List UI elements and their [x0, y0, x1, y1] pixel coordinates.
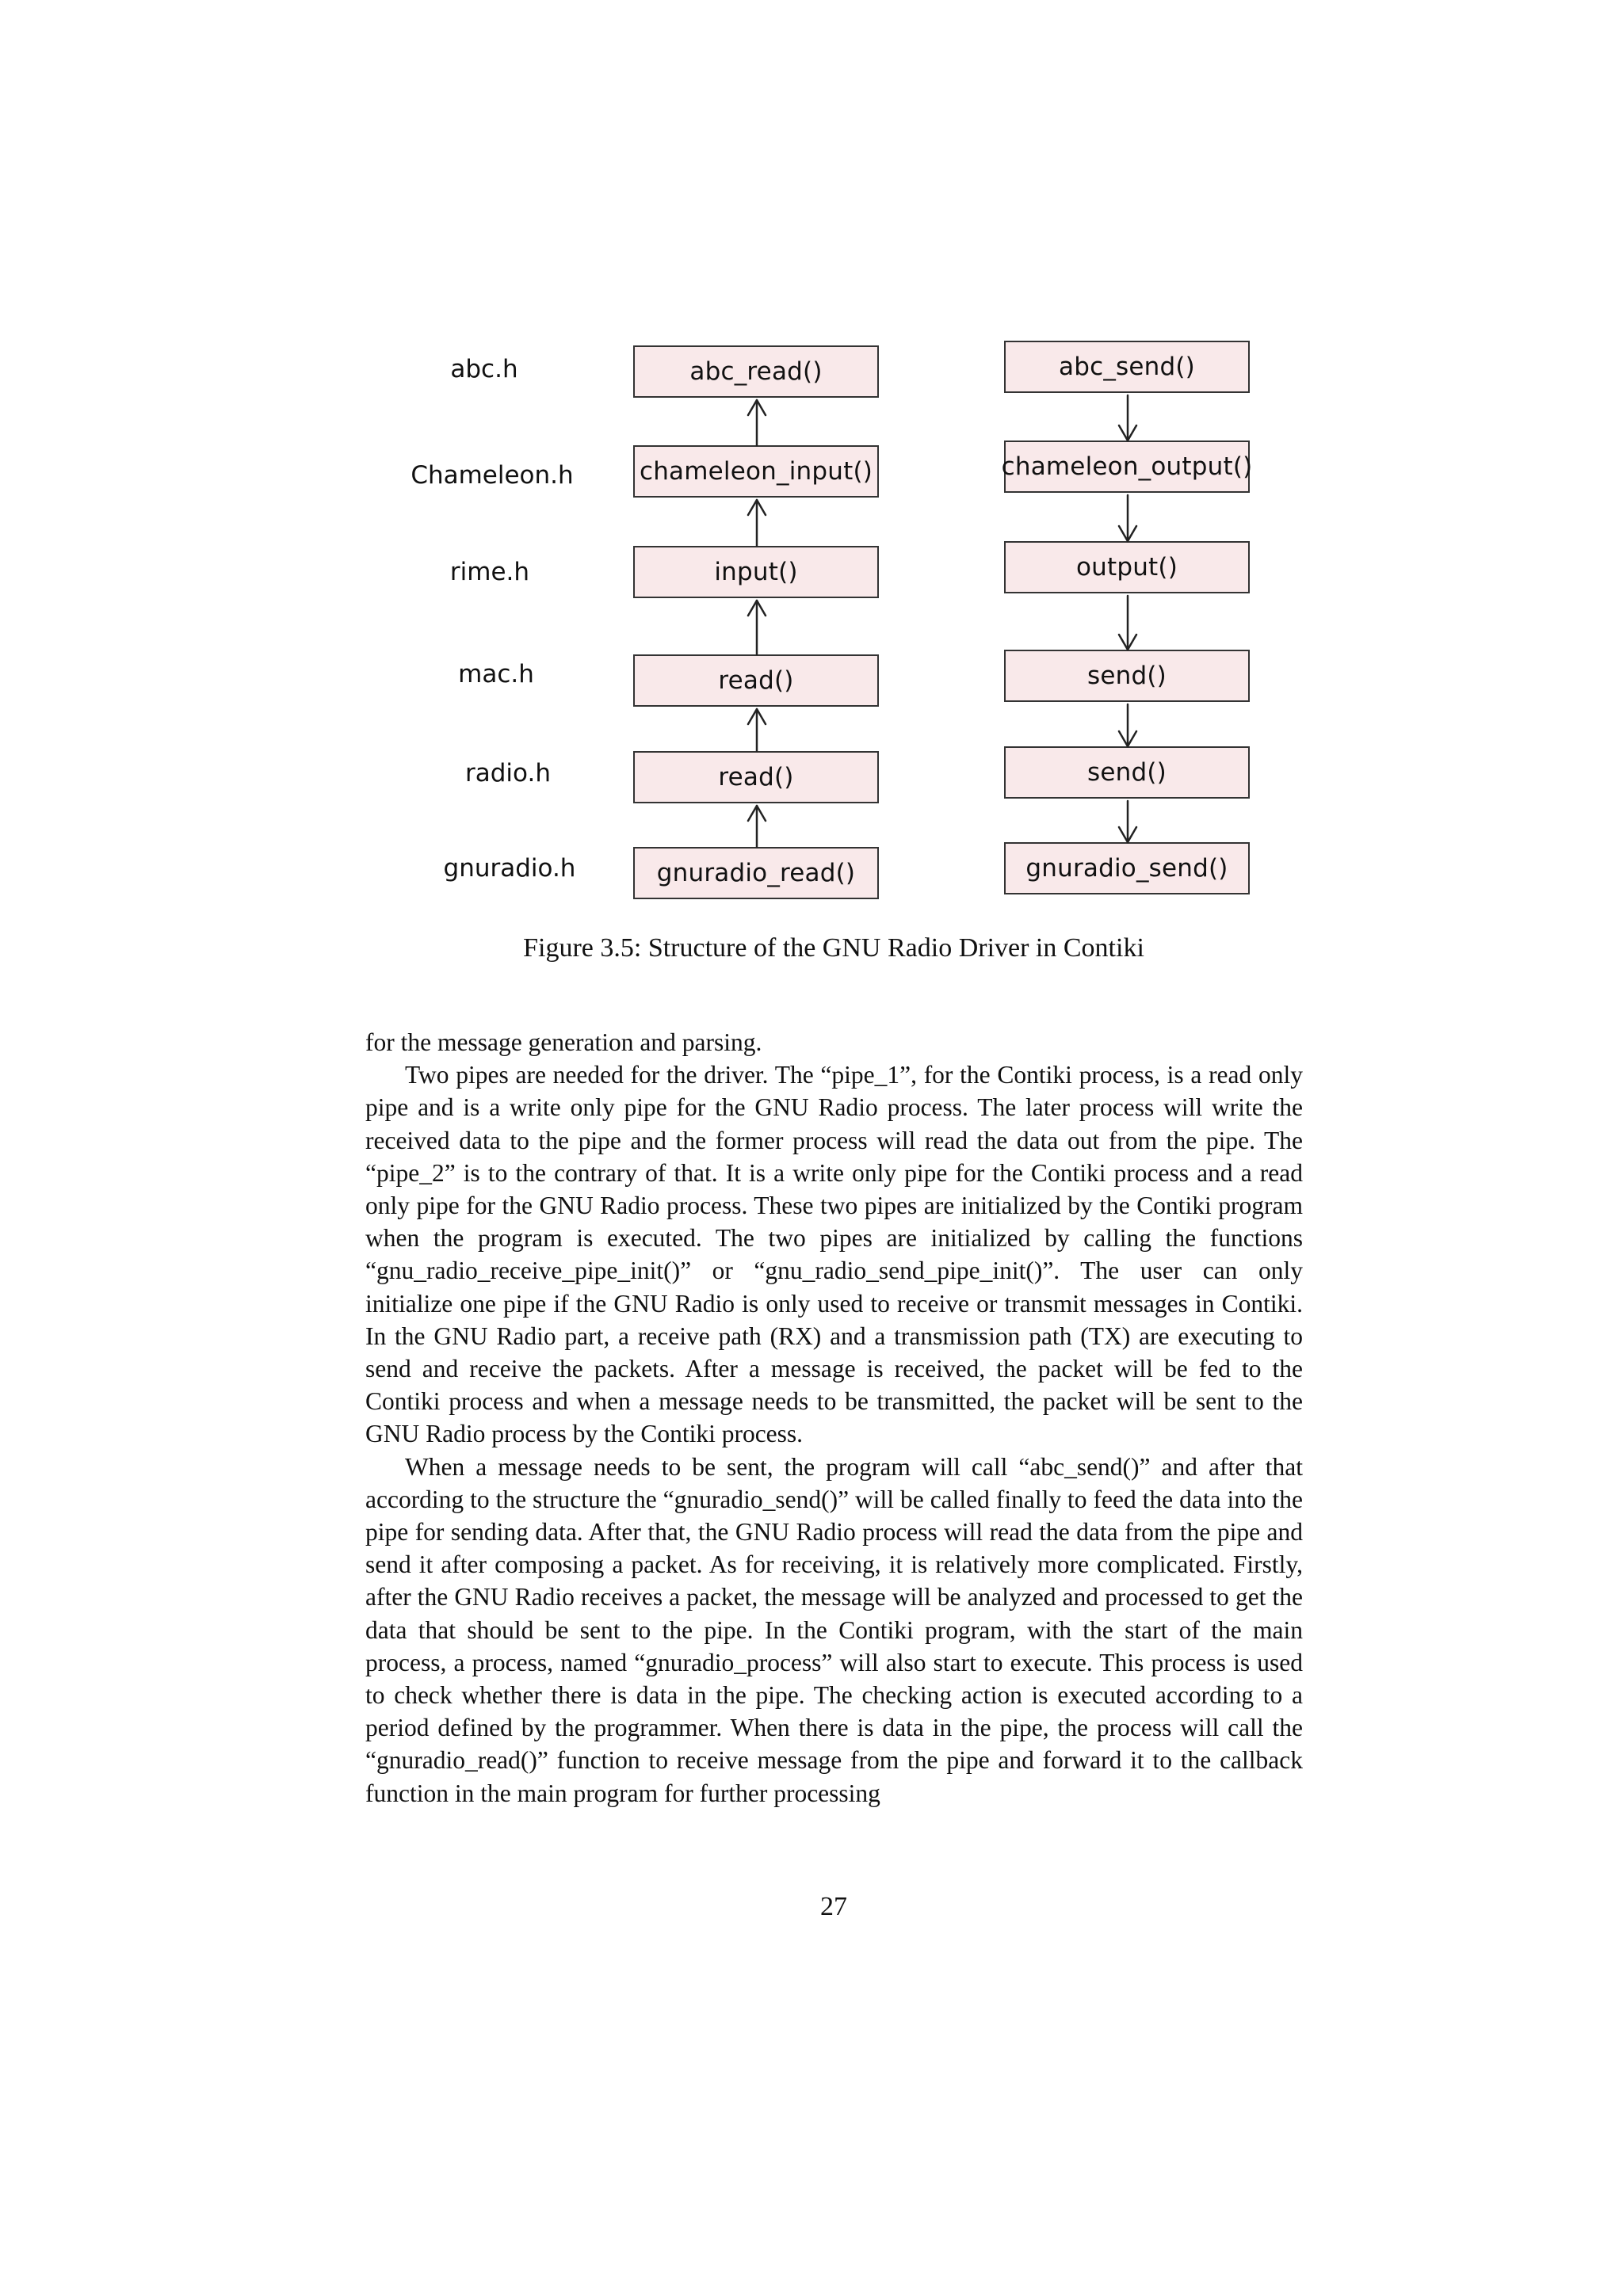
send-box-chameleon-output: chameleon_output() [1004, 441, 1250, 493]
send-box-abc-send: abc_send() [1004, 341, 1250, 393]
paragraph-pipes: Two pipes are needed for the driver. The “pipe_1”, for the Contiki process, is a read only pipe and is a write only pipe for the GNU Radio process. The later process will write the received data to the pipe and the former process will read the data out from the pipe. The “pipe_2” is to the contrary of that. It is a write only pipe for the Contiki process and a read only pipe for the GNU Radio process. These two pipes are initialized by the Contiki program when the program is executed. The two pipes are initialized by calling the functions “gnu_radio_receive_pipe_init()” or “gnu_radio_send_pipe_init()”. The user can only initialize one pipe if the GNU Radio is only used to receive or transmit messages in Contiki. In the GNU Radio part, a receive path (RX) and a transmission path (TX) are executing to send and receive the packets. After a message is received, the packet will be fed to the Contiki process and when a message needs to be transmitted, the packet will be sent to the GNU Radio process by the Contiki process. [365, 1061, 1303, 1448]
up-arrow [748, 806, 766, 847]
down-arrow [1119, 495, 1136, 541]
receive-box-radio-read: read() [633, 751, 879, 803]
send-box-mac-send: send() [1004, 650, 1250, 702]
header-label-rime: rime.h [449, 558, 530, 586]
down-arrow [1119, 704, 1136, 746]
receive-box-chameleon-input: chameleon_input() [633, 445, 879, 498]
up-arrow [748, 400, 766, 445]
receive-box-mac-read: read() [633, 654, 879, 707]
header-label-mac: mac.h [458, 660, 534, 688]
up-arrow [748, 500, 766, 546]
flow-arrows [0, 0, 1623, 982]
paragraph-continuation: for the message generation and parsing. [365, 1028, 762, 1056]
header-label-chameleon: Chameleon.h [411, 461, 574, 490]
receive-box-gnuradio-read: gnuradio_read() [633, 847, 879, 899]
body-text [365, 1026, 1303, 1810]
down-arrow [1119, 801, 1136, 842]
down-arrow [1119, 395, 1136, 441]
paragraph-sending-receiving: When a message needs to be sent, the program will call “abc_send()” and after that according to the structure the “gnuradio_send()” will be called finally to feed the data into the pipe for sending data. After that, the GNU Radio process will read the data from the pipe and send it after composing a packet. As for receiving, it is relatively more complicated. Firstly, after the GNU Radio receives a packet, the message will be analyzed and processed to get the data that should be sent to the pipe. In the Contiki program, with the start of the main process, a process, named “gnuradio_process” will also start to execute. This process is used to check whether there is data in the pipe. The checking action is executed according to a period defined by the programmer. When there is data in the pipe, the process will call the “gnuradio_read()” function to receive message from the pipe and forward it to the callback function in the main program for further processing [365, 1452, 1303, 1807]
receive-box-input: input() [633, 546, 879, 598]
driver-structure-figure [0, 0, 1623, 982]
receive-box-abc-read: abc_read() [633, 345, 879, 398]
header-label-abc: abc.h [450, 355, 518, 383]
header-label-radio: radio.h [465, 759, 551, 788]
send-box-gnuradio-send: gnuradio_send() [1004, 842, 1250, 894]
page-number: 27 [820, 1892, 847, 1921]
up-arrow [748, 709, 766, 751]
up-arrow [748, 601, 766, 654]
send-box-radio-send: send() [1004, 746, 1250, 799]
header-label-gnuradio: gnuradio.h [443, 854, 576, 883]
send-box-output: output() [1004, 541, 1250, 593]
down-arrow [1119, 596, 1136, 650]
figure-caption: Figure 3.5: Structure of the GNU Radio Driver in Contiki [523, 933, 1144, 963]
